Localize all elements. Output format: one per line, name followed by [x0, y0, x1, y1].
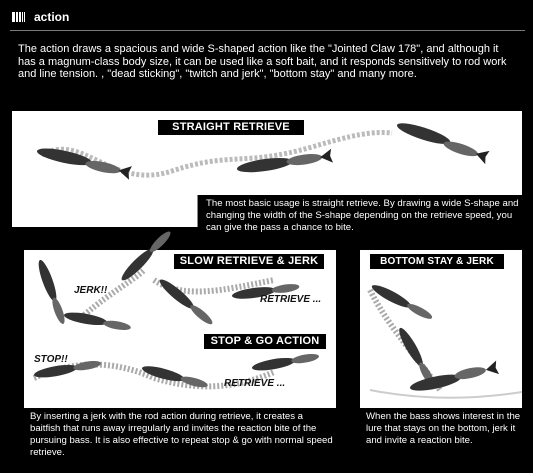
bottom-stay-panel: [360, 250, 522, 460]
stop-annotation: STOP!!: [34, 354, 68, 365]
jointed-swimbait-lure-icon: [394, 119, 490, 164]
jointed-swimbait-lure-icon: [157, 276, 216, 327]
bars-icon: [12, 12, 28, 22]
section-header: [10, 8, 525, 31]
bottom-line: [370, 390, 522, 398]
stop-and-go-label: STOP & GO ACTION: [204, 334, 326, 349]
bottom-stay-caption: When the bass shows interest in the lure that stays on the bottom, jerk it and invite a reaction bite.: [360, 408, 522, 460]
jointed-swimbait-lure-icon: [35, 145, 132, 180]
stop-go-retrieve-annotation: RETRIEVE ...: [224, 378, 286, 389]
intro-text: The action draws a spacious and wide S-shaped action like the "Jointed Claw 178", and although it has a magnum-class body size, it can be used like a soft bait, and it responds sensitively to rod work and line tension. , "dead sticking", "twitch and jerk", "bottom stay" and many more.: [18, 43, 507, 80]
jerk-annotation: JERK!!: [74, 285, 108, 296]
straight-retrieve-panel: [12, 111, 522, 233]
slow-retrieve-label: SLOW RETRIEVE & JERK: [174, 254, 324, 269]
jointed-swimbait-lure-icon: [63, 310, 132, 332]
section-title: action: [34, 10, 70, 24]
jointed-swimbait-lure-icon: [118, 228, 173, 283]
left-panel-caption: By inserting a jerk with the rod action during retrieve, it creates a baitfish that runs away irregularly and invites the reaction bite of the pursuing bass. It is also effective to repeat stop & go with normal speed retrieve.: [24, 408, 336, 460]
straight-retrieve-caption: The most basic usage is straight retrieve. By drawing a wide S-shape and changing the width of the S-shape depending on the retrieve speed, you can give the pass a chance to bite.: [197, 195, 525, 227]
jointed-swimbait-lure-icon: [35, 258, 68, 325]
slow-retrieve-panel: [24, 250, 336, 460]
jointed-swimbait-lure-icon: [370, 282, 435, 323]
jointed-swimbait-lure-icon: [251, 351, 320, 373]
straight-retrieve-label: STRAIGHT RETRIEVE: [158, 120, 304, 135]
slow-retrieve-annotation: RETRIEVE ...: [260, 294, 322, 305]
bottom-stay-label: BOTTOM STAY & JERK: [370, 254, 504, 269]
